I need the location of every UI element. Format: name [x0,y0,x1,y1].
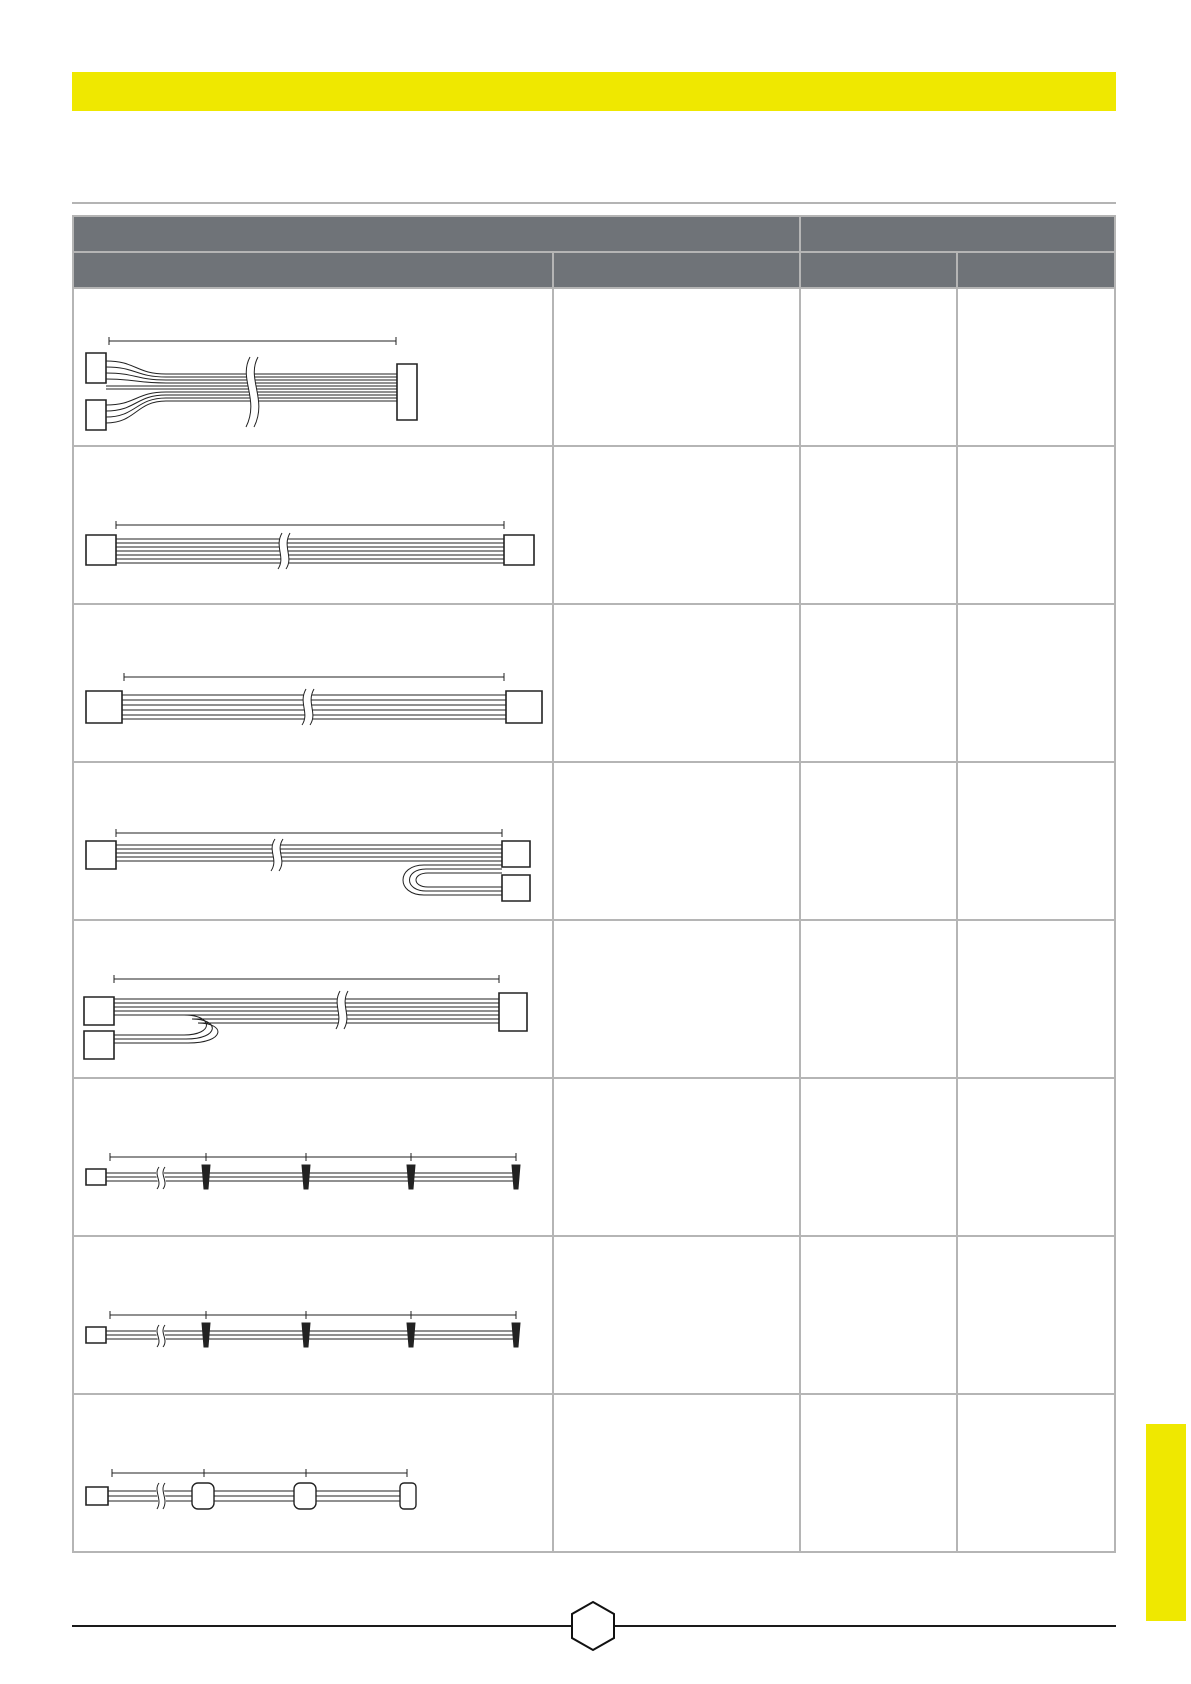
qty-b-cell [957,1078,1115,1236]
header-row-group [73,216,1115,252]
description-cell [553,1236,799,1394]
qty-a-cell [800,288,957,446]
header-row-columns [73,252,1115,288]
cable-image-cell [73,1394,553,1552]
header-group-quantity [800,216,1115,252]
qty-a-cell [800,446,957,604]
table-row [73,762,1115,920]
qty-a-cell [800,1394,957,1552]
description-cell [553,604,799,762]
straight-cable-icon [74,447,554,603]
header-group-cable [73,216,800,252]
y-split-cable-icon [74,289,554,445]
header-col-description [553,252,799,288]
cable-image-cell [73,1078,553,1236]
header-col-image [73,252,553,288]
qty-b-cell [957,604,1115,762]
cable-table [72,215,1116,1553]
section-tab-marker [1146,1424,1186,1621]
qty-a-cell [800,762,957,920]
cable-image-cell [73,762,553,920]
header-col-qty-b [957,252,1115,288]
qty-b-cell [957,920,1115,1078]
header-divider [72,202,1116,204]
cable-image-cell [73,446,553,604]
description-cell [553,446,799,604]
cable-image-cell [73,920,553,1078]
table-row [73,288,1115,446]
description-cell [553,1394,799,1552]
qty-b-cell [957,446,1115,604]
sata-cable-icon [74,1079,554,1235]
molex-cable-icon [74,1395,554,1551]
qty-a-cell [800,920,957,1078]
table-row [73,446,1115,604]
split-cable-icon [74,763,554,919]
sata-cable-icon [74,1237,554,1393]
table-row [73,1236,1115,1394]
title-band [72,72,1116,111]
qty-b-cell [957,288,1115,446]
qty-b-cell [957,762,1115,920]
qty-b-cell [957,1394,1115,1552]
cable-image-cell [73,1236,553,1394]
page-number [570,1600,616,1652]
cable-image-cell [73,604,553,762]
qty-a-cell [800,1078,957,1236]
cable-image-cell [73,288,553,446]
table-row [73,920,1115,1078]
header-col-qty-a [800,252,957,288]
qty-b-cell [957,1236,1115,1394]
qty-a-cell [800,1236,957,1394]
description-cell [553,920,799,1078]
table-row [73,604,1115,762]
description-cell [553,1078,799,1236]
description-cell [553,762,799,920]
split-cable-icon [74,921,554,1077]
table-row [73,1078,1115,1236]
description-cell [553,288,799,446]
table-row [73,1394,1115,1552]
qty-a-cell [800,604,957,762]
straight-cable-icon [74,605,554,761]
